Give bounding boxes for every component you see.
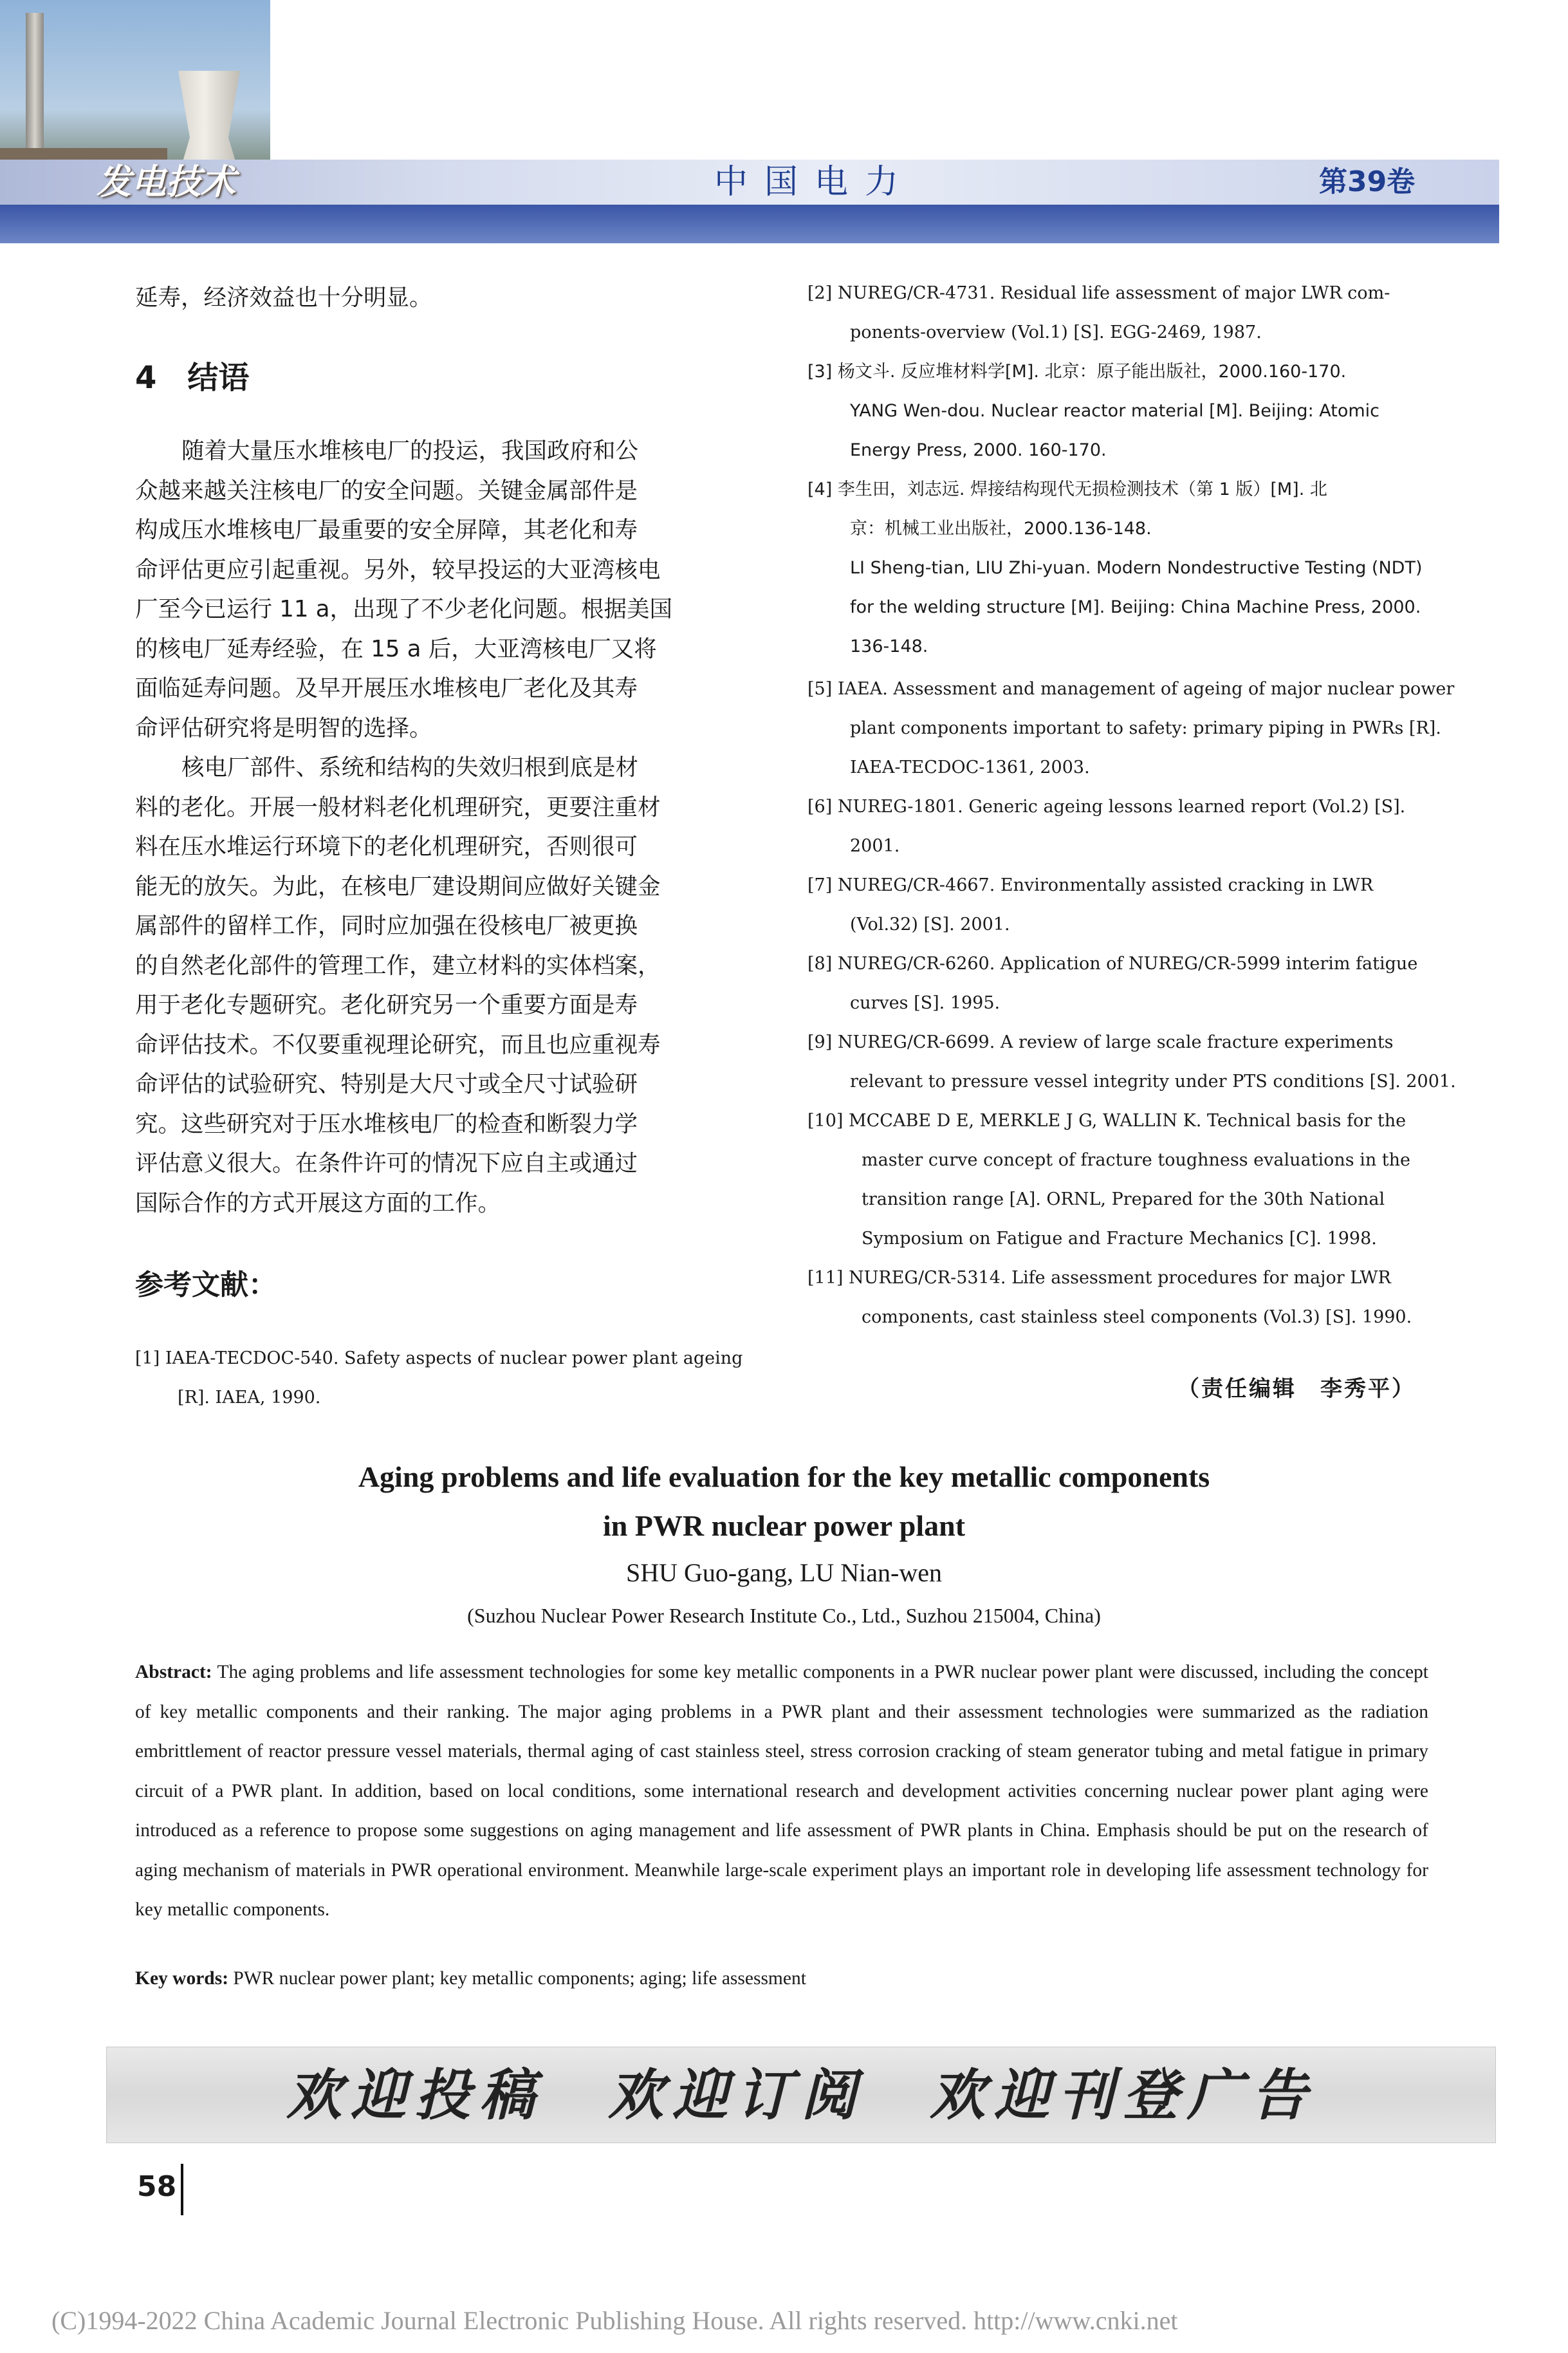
welcome-banner bbox=[106, 2047, 1496, 2143]
reference-line: master curve concept of fracture toughness evaluations in the bbox=[862, 1150, 1411, 1170]
journal-name: 中国电力 bbox=[714, 163, 916, 201]
reference-line: [2] NUREG/CR-4731. Residual life assessment of major LWR com- bbox=[807, 283, 1390, 303]
reference-4 bbox=[807, 470, 1422, 666]
reference-line: curves [S]. 1995. bbox=[850, 993, 1001, 1013]
reference-line: transition range [A]. ORNL, Prepared for the 30th National bbox=[862, 1189, 1385, 1209]
text-line: 能无的放矢。为此，在核电厂建设期间应做好关键金 bbox=[135, 873, 661, 900]
text-line: 属部件的留样工作，同时应加强在役核电厂被更换 bbox=[135, 913, 638, 939]
text-line: 料的老化。开展一般材料老化机理研究，更要注重材 bbox=[135, 794, 661, 821]
text-line: 命评估的试验研究、特别是大尺寸或全尺寸试验研 bbox=[135, 1071, 638, 1097]
reference-line: [R]. IAEA, 1990. bbox=[178, 1388, 321, 1408]
text-line: 随着大量压水堆核电厂的投运，我国政府和公 bbox=[181, 438, 639, 464]
lead-paragraph bbox=[135, 278, 753, 318]
references-title: 参考文献： bbox=[135, 1269, 277, 1301]
reference-3 bbox=[807, 352, 1379, 470]
english-keywords bbox=[135, 1968, 806, 1989]
lead-line: 延寿，经济效益也十分明显。 bbox=[135, 284, 432, 311]
reference-8 bbox=[807, 944, 1417, 1023]
authors: SHU Guo-gang, LU Nian-wen bbox=[625, 1558, 942, 1587]
section-heading: 4 结语 bbox=[135, 360, 250, 396]
reference-line: (Vol.32) [S]. 2001. bbox=[850, 915, 1010, 935]
reference-line: [5] IAEA. Assessment and management of ageing of major nuclear power bbox=[807, 679, 1455, 699]
text-line: 众越来越关注核电厂的安全问题。关键金属部件是 bbox=[135, 477, 638, 504]
reference-line: ponents-overview (Vol.1) [S]. EGG-2469, 1987. bbox=[850, 322, 1262, 342]
page-number-rule bbox=[181, 2164, 183, 2215]
text-line: 命评估研究将是明智的选择。 bbox=[135, 714, 432, 741]
copyright-notice: (C)1994-2022 China Academic Journal Electronic Publishing House. All rights reserved. http://www.cnki.net bbox=[51, 2306, 1178, 2335]
reference-10 bbox=[807, 1101, 1410, 1258]
page-header bbox=[0, 0, 1499, 243]
text-line: 的自然老化部件的管理工作，建立材料的实体档案， bbox=[135, 952, 661, 979]
text-line: 评估意义很大。在条件许可的情况下应自主或通过 bbox=[135, 1150, 638, 1176]
text-line: 构成压水堆核电厂最重要的安全屏障，其老化和寿 bbox=[135, 517, 638, 543]
affiliation: (Suzhou Nuclear Power Research Institute Co., Ltd., Suzhou 215004, China) bbox=[467, 1604, 1101, 1627]
reference-line: [10] MCCABE D E, MERKLE J G, WALLIN K. Technical basis for the bbox=[807, 1111, 1407, 1131]
text-line: 核电厂部件、系统和结构的失效归根到底是材 bbox=[181, 754, 639, 781]
reference-line: Energy Press, 2000. 160-170. bbox=[850, 440, 1107, 460]
reference-line: [9] NUREG/CR-6699. A review of large scale fracture experiments bbox=[807, 1032, 1394, 1052]
reference-1 bbox=[135, 1339, 742, 1417]
reference-line: 京：机械工业出版社，2000.136-148. bbox=[850, 519, 1152, 539]
reference-line: IAEA-TECDOC-1361, 2003. bbox=[850, 758, 1090, 777]
reference-7 bbox=[807, 866, 1373, 944]
volume-label: 第39卷 bbox=[1319, 165, 1416, 198]
english-abstract bbox=[135, 1653, 1428, 1930]
text-line: 国际合作的方式开展这方面的工作。 bbox=[135, 1189, 501, 1216]
reference-line: LI Sheng-tian, LIU Zhi-yuan. Modern Nondestructive Testing (NDT) bbox=[850, 558, 1423, 578]
responsible-editor: （责任编辑 李秀平） bbox=[1177, 1376, 1416, 1402]
reference-line: 2001. bbox=[850, 836, 900, 856]
keywords-label: Key words: bbox=[135, 1968, 229, 1989]
text-line: 面临延寿问题。及早开展压水堆核电厂老化及其寿 bbox=[135, 675, 638, 702]
reference-line: [8] NUREG/CR-6260. Application of NUREG/CR-5999 interim fatigue bbox=[807, 954, 1418, 974]
english-title-line-2: in PWR nuclear power plant bbox=[602, 1509, 966, 1542]
reference-9 bbox=[807, 1023, 1456, 1101]
reference-6 bbox=[807, 787, 1405, 866]
reference-11 bbox=[807, 1258, 1412, 1337]
reference-2 bbox=[807, 274, 1390, 352]
reference-5 bbox=[807, 669, 1454, 787]
header-band-bottom bbox=[0, 205, 1499, 243]
reference-line: components, cast stainless steel components (Vol.3) [S]. 1990. bbox=[862, 1307, 1412, 1327]
text-line: 厂至今已运行 11 a，出现了不少老化问题。根据美国 bbox=[135, 596, 672, 622]
text-line: 命评估技术。不仅要重视理论研究，而且也应重视寿 bbox=[135, 1031, 661, 1058]
reference-line: [6] NUREG-1801. Generic ageing lessons learned report (Vol.2) [S]. bbox=[807, 797, 1406, 817]
reference-line: Symposium on Fatigue and Fracture Mechanics [C]. 1998. bbox=[862, 1229, 1377, 1249]
conclusion-paragraph-2 bbox=[135, 748, 753, 1223]
abstract-text: The aging problems and life assessment technologies for some key metallic components in a PWR nuclear power plant were discussed, including the concept of key metallic components and their ranking. The major aging problems in a PWR plant and their assessment technologies were summarized as the radiation embrittlement of reactor pressure vessel materials, thermal aging of cast stainless steel, stress corrosion cracking of steam generator tubing and metal fatigue in primary circuit of a PWR plant. In addition, based on local conditions, some international research and development activities concerning nuclear power plant aging were introduced as a reference to propose some suggestions on aging management and life assessment of PWR plants in China. Emphasis should be put on the research of aging mechanism of materials in PWR operational environment. Meanwhile large-scale experiment plays an important role in developing life assessment technology for key metallic components. bbox=[135, 1662, 1428, 1920]
reference-line: 136-148. bbox=[850, 637, 928, 656]
abstract-label: Abstract: bbox=[135, 1662, 212, 1682]
english-title-line-1: Aging problems and life evaluation for the key metallic components bbox=[358, 1460, 1210, 1493]
reference-line: [7] NUREG/CR-4667. Environmentally assisted cracking in LWR bbox=[807, 875, 1374, 895]
reference-line: [4] 李生田，刘志远. 焊接结构现代无损检测技术（第 1 版）[M]. 北 bbox=[807, 479, 1327, 499]
text-line: 命评估更应引起重视。另外，较早投运的大亚湾核电 bbox=[135, 556, 661, 583]
banner-text: 欢迎投稿 欢迎订阅 欢迎刊登广告 bbox=[286, 2063, 1316, 2128]
conclusion-paragraph-1 bbox=[135, 431, 753, 748]
text-line: 究。这些研究对于压水堆核电厂的检查和断裂力学 bbox=[135, 1110, 638, 1137]
page-number: 58 bbox=[137, 2170, 177, 2203]
reference-line: [11] NUREG/CR-5314. Life assessment procedures for major LWR bbox=[807, 1268, 1391, 1288]
reference-line: [1] IAEA-TECDOC-540. Safety aspects of nuclear power plant ageing bbox=[135, 1348, 743, 1368]
section-tag: 发电技术 bbox=[97, 162, 235, 202]
keywords-text: PWR nuclear power plant; key metallic components; aging; life assessment bbox=[233, 1968, 806, 1989]
text-line: 料在压水堆运行环境下的老化机理研究，否则很可 bbox=[135, 833, 638, 860]
text-line: 的核电厂延寿经验，在 15 a 后，大亚湾核电厂又将 bbox=[135, 635, 657, 662]
text-line: 用于老化专题研究。老化研究另一个重要方面是寿 bbox=[135, 992, 638, 1018]
reference-line: for the welding structure [M]. Beijing: China Machine Press, 2000. bbox=[850, 597, 1421, 617]
reference-line: plant components important to safety: primary piping in PWRs [R]. bbox=[850, 718, 1441, 738]
reference-line: relevant to pressure vessel integrity under PTS conditions [S]. 2001. bbox=[850, 1072, 1456, 1092]
reference-line: YANG Wen-dou. Nuclear reactor material [M]. Beijing: Atomic bbox=[850, 401, 1379, 421]
reference-line: [3] 杨文斗. 反应堆材料学[M]. 北京：原子能出版社，2000.160-170. bbox=[807, 362, 1347, 382]
